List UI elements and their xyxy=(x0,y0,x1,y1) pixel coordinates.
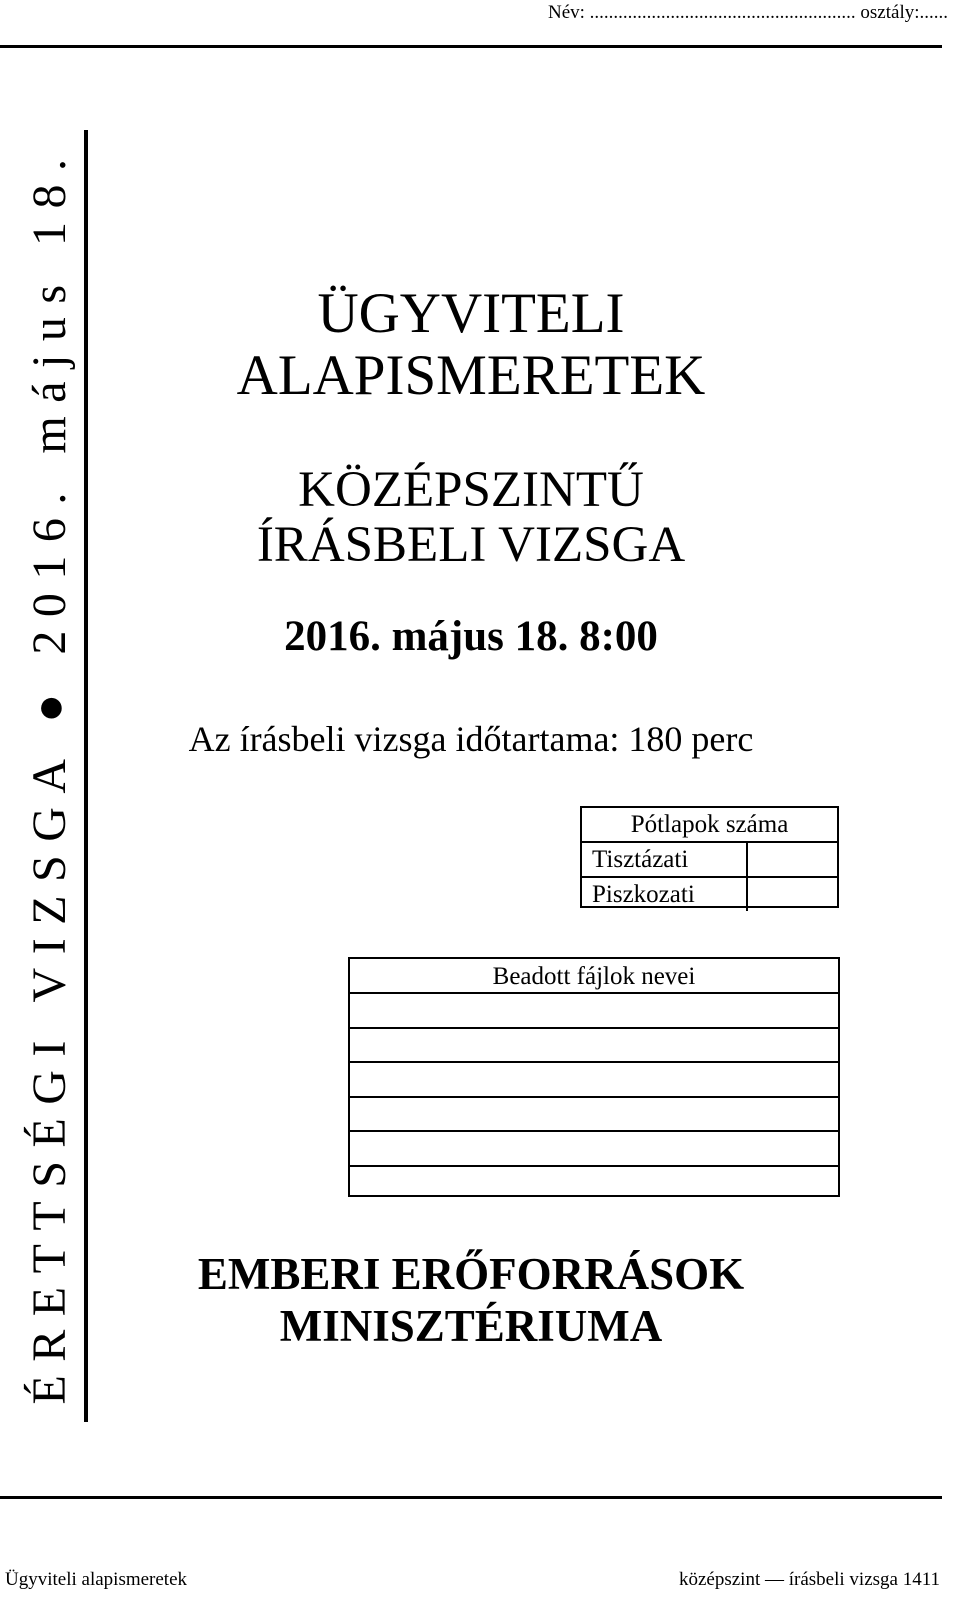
sheets-row-label: Piszkozati xyxy=(582,878,748,911)
footer-exam-code: középszint — írásbeli vizsga 1411 xyxy=(678,1569,940,1590)
exam-level-line1: KÖZÉPSZINTŰ xyxy=(298,462,644,518)
table-row xyxy=(582,843,837,876)
submitted-files-header: Beadott fájlok nevei xyxy=(350,959,838,994)
side-band-rule xyxy=(84,130,88,1422)
ministry-line1: EMBERI ERŐFORRÁSOK xyxy=(197,1249,745,1299)
table-row[interactable] xyxy=(350,1132,838,1167)
table-row[interactable] xyxy=(350,1029,838,1064)
exam-level-line2: ÍRÁSBELI VIZSGA xyxy=(256,517,686,573)
subject-title-line2: ALAPISMERETEK xyxy=(236,344,706,407)
table-row[interactable] xyxy=(350,1167,838,1200)
subject-title-line1: ÜGYVITELI xyxy=(317,282,625,345)
table-row[interactable] xyxy=(350,1098,838,1133)
table-row[interactable] xyxy=(350,1063,838,1098)
sheets-row-label: Tisztázati xyxy=(582,843,748,876)
footer-divider xyxy=(0,1496,942,1499)
supplementary-sheets-table xyxy=(580,806,839,908)
supplementary-sheets-header: Pótlapok száma xyxy=(582,808,837,843)
table-row[interactable] xyxy=(350,994,838,1029)
sheets-row-value[interactable] xyxy=(748,843,837,876)
side-band-text: ÉRETTSÉGI VIZSGA ● 2016. május 18. xyxy=(23,145,76,1405)
sheets-row-value[interactable] xyxy=(748,878,837,911)
exam-duration: Az írásbeli vizsga időtartama: 180 perc xyxy=(188,719,754,759)
subject-title xyxy=(150,283,792,407)
ministry-line2: MINISZTÉRIUMA xyxy=(279,1301,663,1351)
ministry-name xyxy=(150,1248,792,1352)
footer-subject: Ügyviteli alapismeretek xyxy=(5,1569,188,1590)
student-name-class-field: Név: ........................................................ osztály:...... xyxy=(547,2,948,23)
table-row xyxy=(582,876,837,911)
header-divider xyxy=(0,45,942,48)
exam-level-title xyxy=(150,463,792,573)
submitted-files-table xyxy=(348,957,840,1197)
exam-date: 2016. május 18. 8:00 xyxy=(284,613,658,660)
side-band xyxy=(18,130,82,1420)
